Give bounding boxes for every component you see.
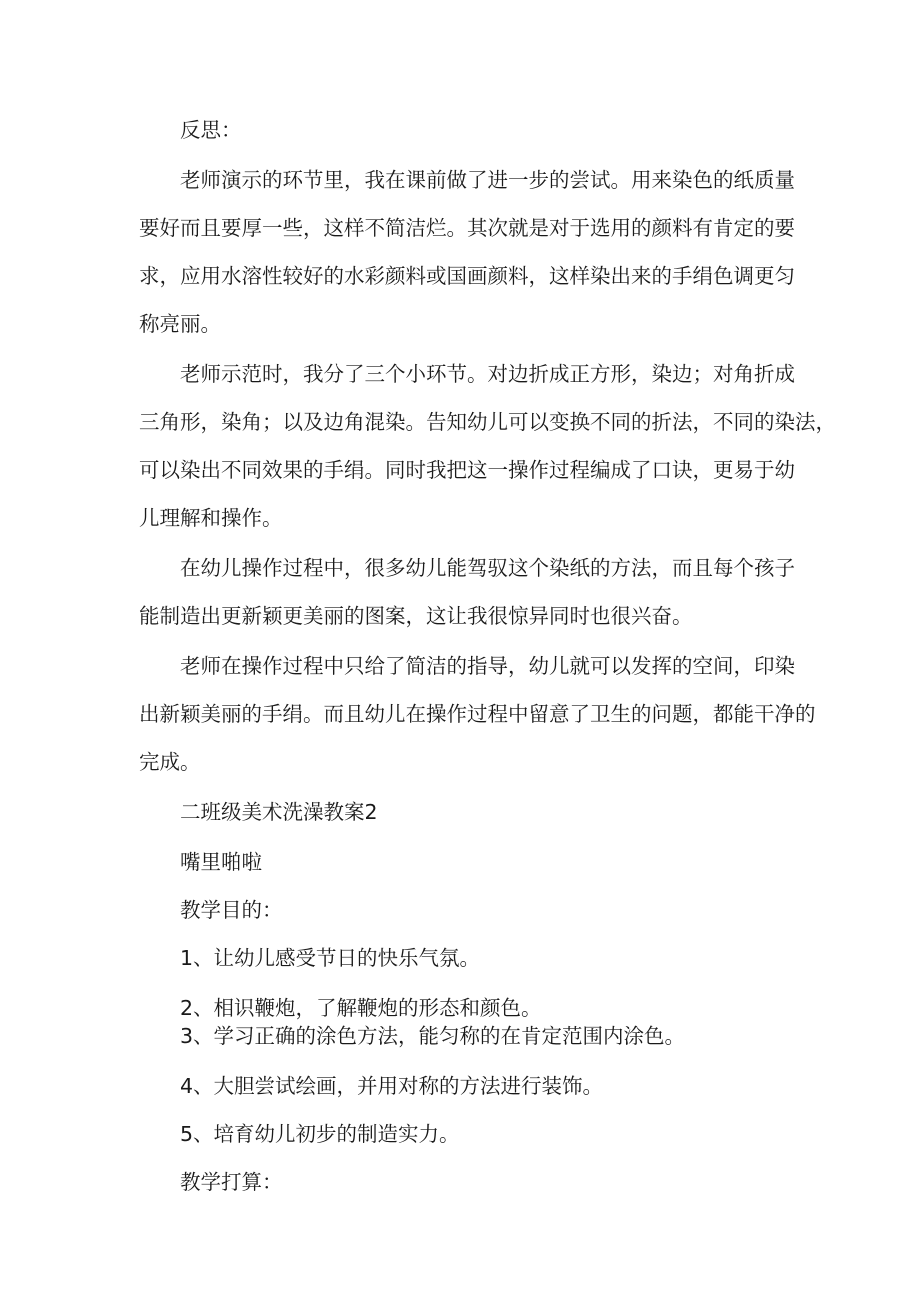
- goal-item-3: 3、学习正确的涂色方法，能匀称的在肯定范围内涂色。: [180, 1024, 686, 1048]
- goal-item-1: 1、让幼儿感受节日的快乐气氛。: [180, 946, 481, 970]
- para1-line4: 称亮丽。: [139, 312, 221, 336]
- goal-item-4: 4、大胆尝试绘画，并用对称的方法进行装饰。: [180, 1074, 604, 1098]
- para1-line3: 求，应用水溶性较好的水彩颜料或国画颜料，这样染出来的手绢色调更匀: [139, 264, 795, 288]
- reflection-heading: 反思：: [180, 118, 242, 142]
- goal-item-5: 5、培育幼儿初步的制造实力。: [180, 1122, 460, 1146]
- lesson-name: 嘴里啪啦: [180, 850, 262, 874]
- para2-line1: 老师示范时，我分了三个小环节。对边折成正方形，染边；对角折成: [180, 362, 795, 386]
- prep-heading: 教学打算：: [180, 1170, 283, 1194]
- goal-item-2: 2、相识鞭炮，了解鞭炮的形态和颜色。: [180, 996, 542, 1020]
- para2-line3: 可以染出不同效果的手绢。同时我把这一操作过程编成了口诀，更易于幼: [139, 458, 795, 482]
- goals-heading: 教学目的：: [180, 898, 283, 922]
- para3-line2: 能制造出更新颖更美丽的图案，这让我很惊异同时也很兴奋。: [139, 604, 693, 628]
- para3-line1: 在幼儿操作过程中，很多幼儿能驾驭这个染纸的方法，而且每个孩子: [180, 556, 795, 580]
- plan-title: 二班级美术洗澡教案2: [180, 800, 378, 824]
- para2-line2: 三角形，染角；以及边角混染。告知幼儿可以变换不同的折法，不同的染法，: [139, 410, 836, 434]
- para4-line3: 完成。: [139, 750, 201, 774]
- para2-line4: 儿理解和操作。: [139, 506, 283, 530]
- para1-line1: 老师演示的环节里，我在课前做了进一步的尝试。用来染色的纸质量: [180, 168, 795, 192]
- para1-line2: 要好而且要厚一些，这样不简洁烂。其次就是对于选用的颜料有肯定的要: [139, 216, 795, 240]
- para4-line2: 出新颖美丽的手绢。而且幼儿在操作过程中留意了卫生的问题，都能干净的: [139, 702, 816, 726]
- para4-line1: 老师在操作过程中只给了简洁的指导，幼儿就可以发挥的空间，印染: [180, 654, 795, 678]
